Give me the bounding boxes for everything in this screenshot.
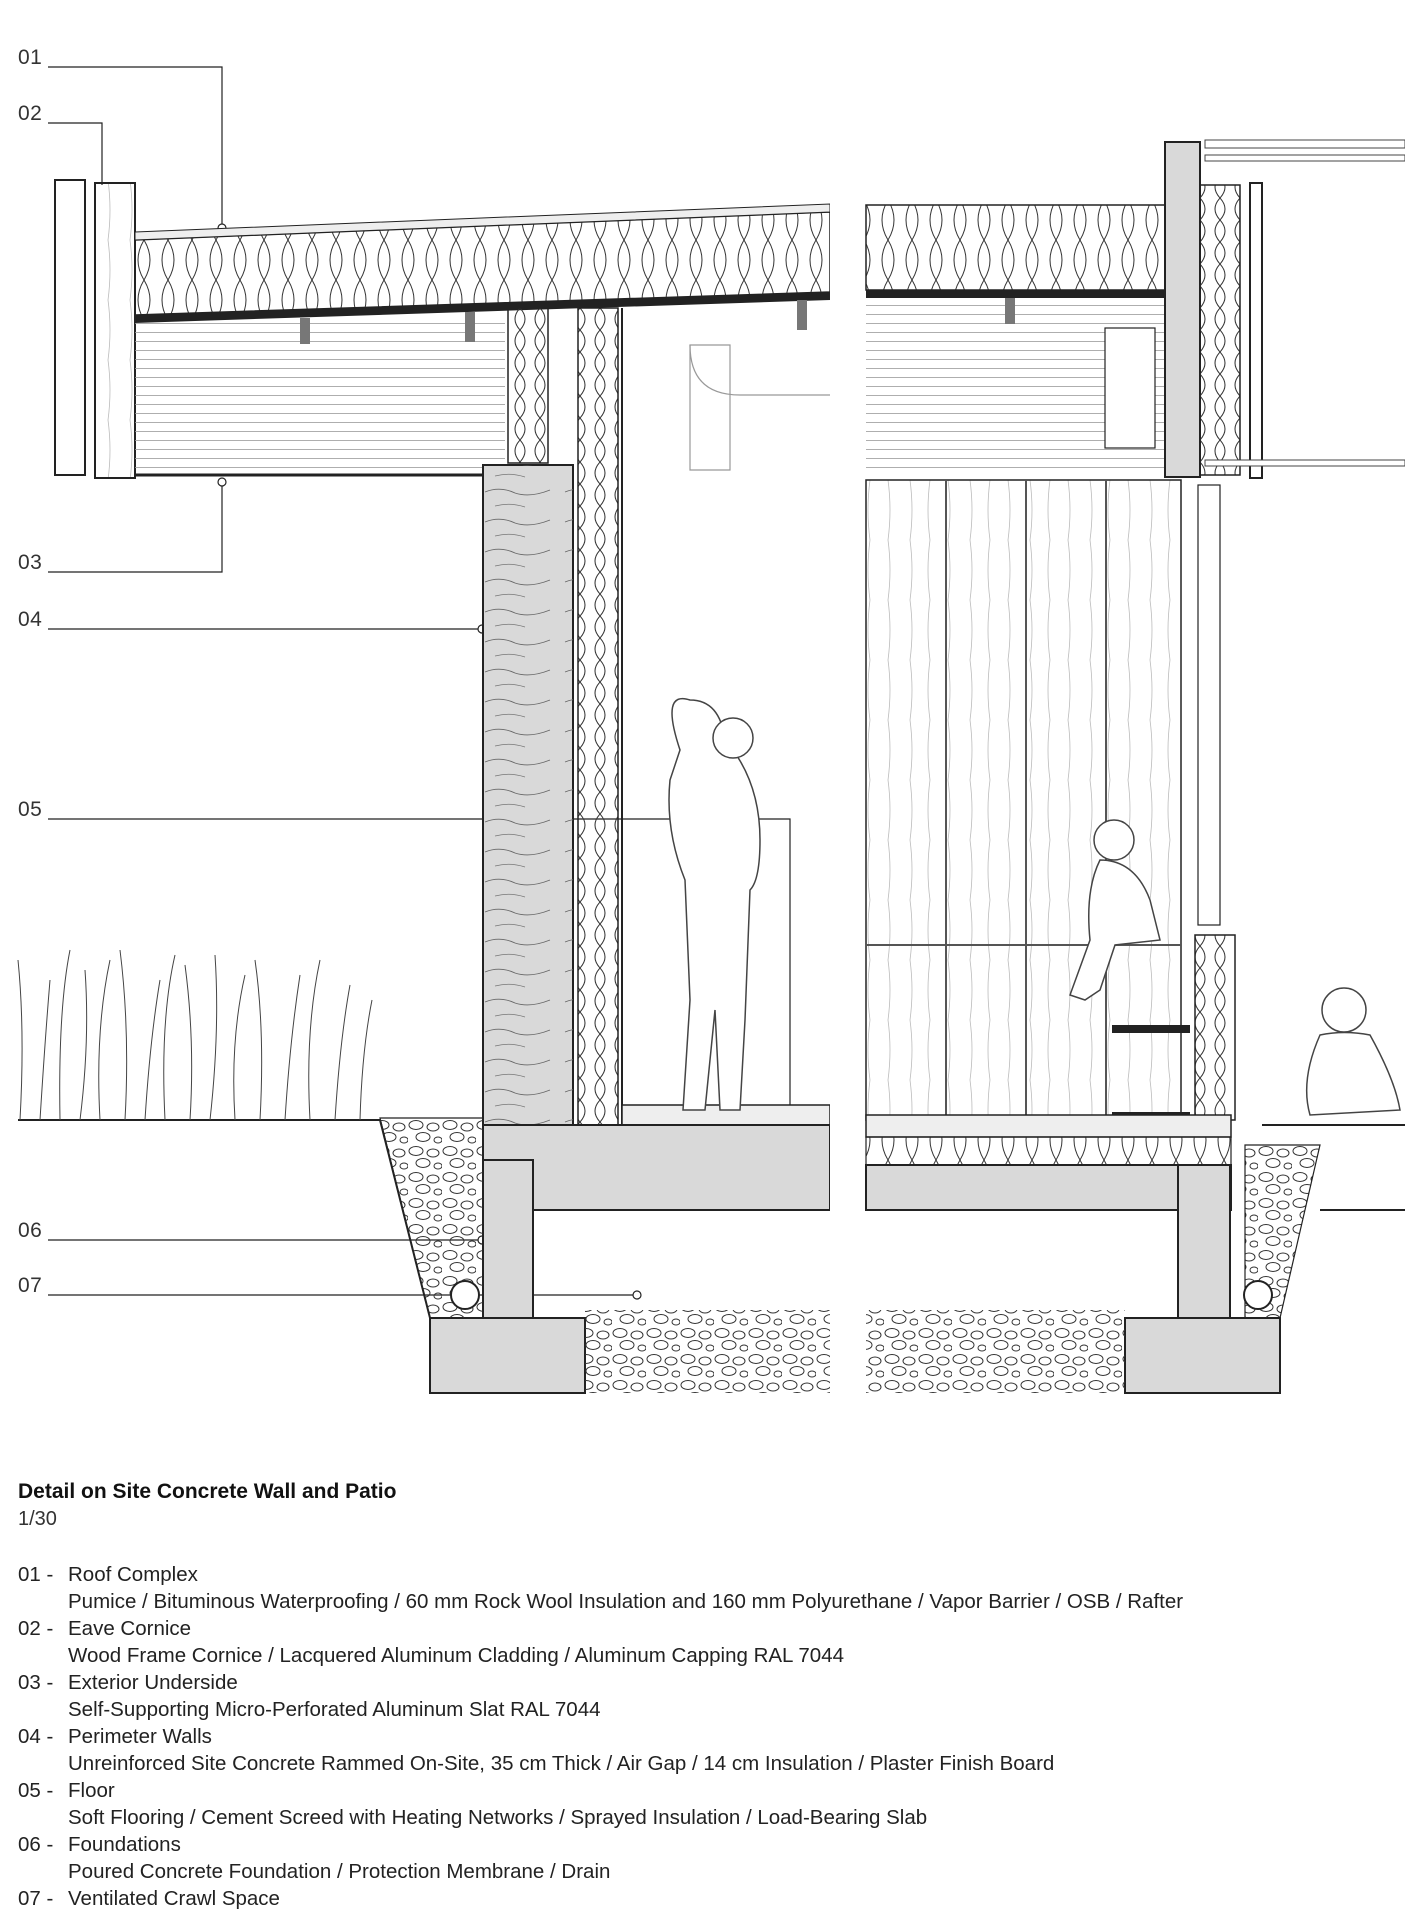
legend-desc: Poured Concrete Foundation / Protection Membrane / Drain	[68, 1860, 611, 1883]
legend-item	[18, 1561, 1388, 1615]
callout-02: 02	[18, 102, 43, 125]
legend-name: Eave Cornice	[68, 1617, 192, 1640]
legend-list	[18, 1561, 1388, 1912]
legend-code: 03 -	[18, 1671, 54, 1694]
legend-item	[18, 1885, 1388, 1912]
caption-scale: 1/30	[18, 1508, 57, 1530]
legend-desc: Wood Frame Cornice / Lacquered Aluminum Cladding / Aluminum Capping RAL 7044	[68, 1644, 844, 1667]
legend-item	[18, 1669, 1388, 1723]
legend-code: 04 -	[18, 1725, 54, 1748]
legend-code: 07 -	[18, 1887, 54, 1910]
wood-panel-wall	[866, 480, 1235, 1120]
legend-name: Exterior Underside	[68, 1671, 238, 1694]
legend-code: 05 -	[18, 1779, 54, 1802]
legend-desc: Unreinforced Site Concrete Rammed On-Site, 35 cm Thick / Air Gap / 14 cm Insulation / Plaster Finish Board	[68, 1752, 1055, 1775]
legend-name: Roof Complex	[68, 1563, 198, 1586]
callout-06: 06	[18, 1219, 43, 1242]
legend-name: Perimeter Walls	[68, 1725, 212, 1748]
callout-05: 05	[18, 798, 43, 821]
legend-desc: Soft Flooring / Cement Screed with Heating Networks / Sprayed Insulation / Load-Bearing Slab	[68, 1806, 928, 1829]
legend-item	[18, 1831, 1388, 1885]
floor-left	[380, 1105, 830, 1393]
callout-01: 01	[18, 46, 43, 69]
legend-desc: Self-Supporting Micro-Perforated Aluminum Slat RAL 7044	[68, 1698, 601, 1721]
caption-block	[18, 1480, 1388, 1912]
legend-item	[18, 1777, 1388, 1831]
legend-name: Foundations	[68, 1833, 181, 1856]
legend-code: 02 -	[18, 1617, 54, 1640]
legend-code: 06 -	[18, 1833, 54, 1856]
floor-right	[866, 1115, 1405, 1393]
callout-03: 03	[18, 551, 43, 574]
legend-item	[18, 1615, 1388, 1669]
caption-title: Detail on Site Concrete Wall and Patio	[18, 1480, 397, 1503]
callout-07: 07	[18, 1274, 43, 1297]
roof-left	[55, 180, 830, 478]
callout-04: 04	[18, 608, 43, 631]
roof-right	[866, 140, 1405, 478]
ground-and-grass	[18, 950, 430, 1318]
legend-item	[18, 1723, 1388, 1777]
legend-code: 01 -	[18, 1563, 54, 1586]
legend-name: Floor	[68, 1779, 115, 1802]
legend-desc: Pumice / Bituminous Waterproofing / 60 mm Rock Wool Insulation and 160 mm Polyurethane / Vapor Barrier / OSB / Rafter	[68, 1590, 1184, 1613]
legend-name: Ventilated Crawl Space	[68, 1887, 280, 1910]
